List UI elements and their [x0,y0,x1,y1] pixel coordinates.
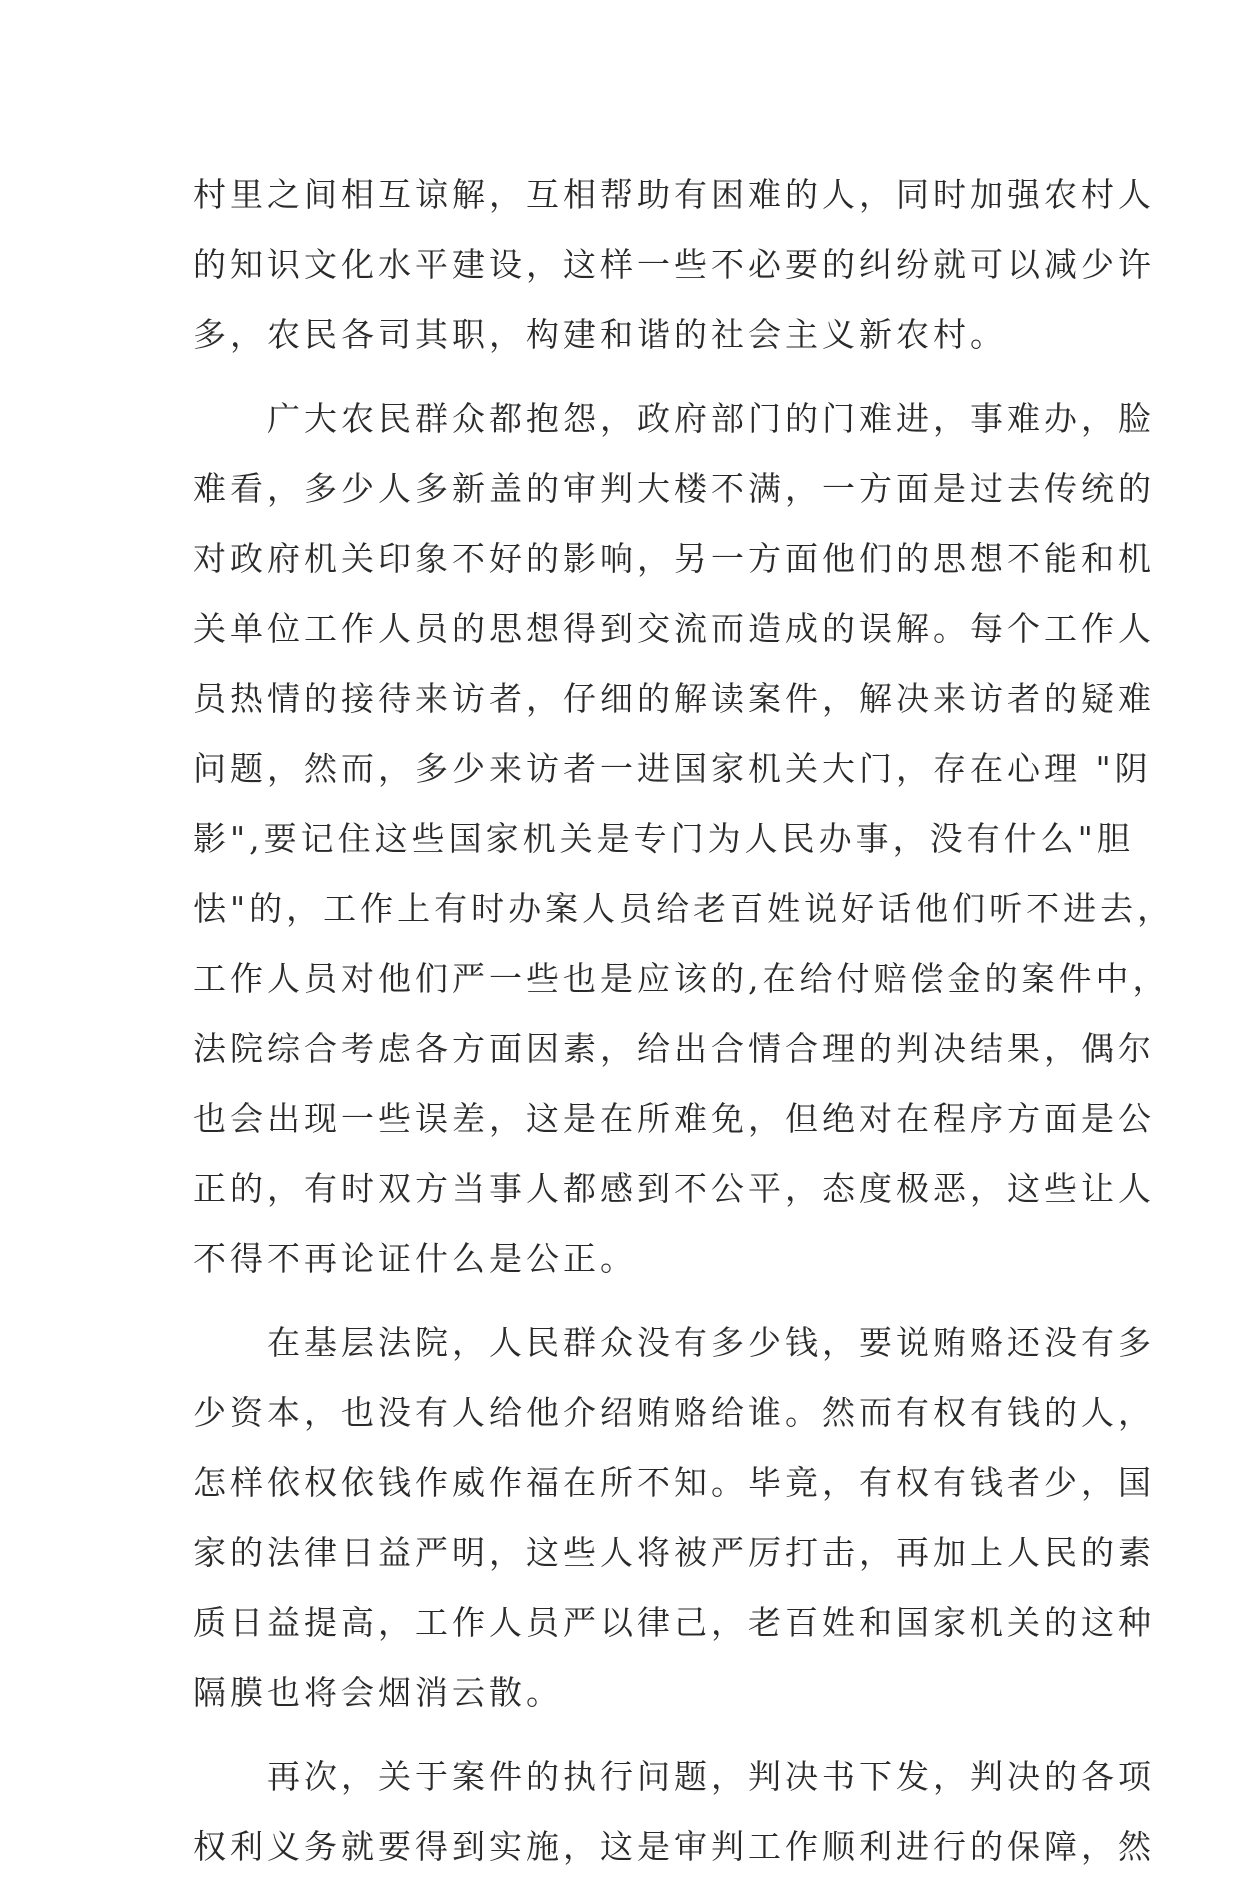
document-body [193,160,1175,1882]
text-line: 正的，有时双方当事人都感到不公平，态度极恶，这些让人 [193,1169,1155,1208]
text-line: 工作人员对他们严一些也是应该的,在给付赔偿金的案件中， [193,959,1170,998]
text-line: 怎样依权依钱作威作福在所不知。毕竟，有权有钱者少，国 [193,1463,1155,1502]
text-line: 法院综合考虑各方面因素，给出合情合理的判决结果，偶尔 [193,1029,1155,1068]
text-line: 问题，然而，多少来访者一进国家机关大门，存在心理 "阴 [193,749,1152,788]
text-line: 多，农民各司其职，构建和谐的社会主义新农村。 [193,315,1007,354]
text-line: 在基层法院，人民群众没有多少钱，要说贿赂还没有多 [193,1323,1155,1362]
text-line: 权利义务就要得到实施，这是审判工作顺利进行的保障，然 [193,1827,1155,1866]
paragraph-spacer [193,1294,1063,1308]
paragraph-spacer [193,370,1063,384]
text-line: 少资本，也没有人给他介绍贿赂给谁。然而有权有钱的人， [193,1393,1155,1432]
text-line: 家的法律日益严明，这些人将被严厉打击，再加上人民的素 [193,1533,1155,1572]
text-line: 不得不再论证什么是公正。 [193,1239,637,1278]
text-line: 广大农民群众都抱怨，政府部门的门难进，事难办，脸 [193,399,1155,438]
text-line: 村里之间相互谅解，互相帮助有困难的人，同时加强农村人 [193,175,1155,214]
paragraph [193,1308,1155,1728]
text-line: 质日益提高，工作人员严以律己，老百姓和国家机关的这种 [193,1603,1155,1642]
text-line: 怯"的，工作上有时办案人员给老百姓说好话他们听不进去， [193,889,1175,928]
text-line: 隔膜也将会烟消云散。 [193,1673,563,1712]
text-line: 难看，多少人多新盖的审判大楼不满，一方面是过去传统的 [193,469,1155,508]
text-line: 员热情的接待来访者，仔细的解读案件，解决来访者的疑难 [193,679,1155,718]
paragraph [193,384,1175,1294]
paragraph-spacer [193,1728,1063,1742]
paragraph [193,160,1155,370]
text-line: 影",要记住这些国家机关是专门为人民办事，没有什么"胆 [193,819,1134,858]
text-line: 也会出现一些误差，这是在所难免，但绝对在程序方面是公 [193,1099,1155,1138]
text-line: 的知识文化水平建设，这样一些不必要的纠纷就可以减少许 [193,245,1155,284]
text-line: 再次，关于案件的执行问题，判决书下发，判决的各项 [193,1757,1155,1796]
paragraph [193,1742,1155,1882]
text-line: 对政府机关印象不好的影响，另一方面他们的思想不能和机 [193,539,1155,578]
text-line: 关单位工作人员的思想得到交流而造成的误解。每个工作人 [193,609,1155,648]
